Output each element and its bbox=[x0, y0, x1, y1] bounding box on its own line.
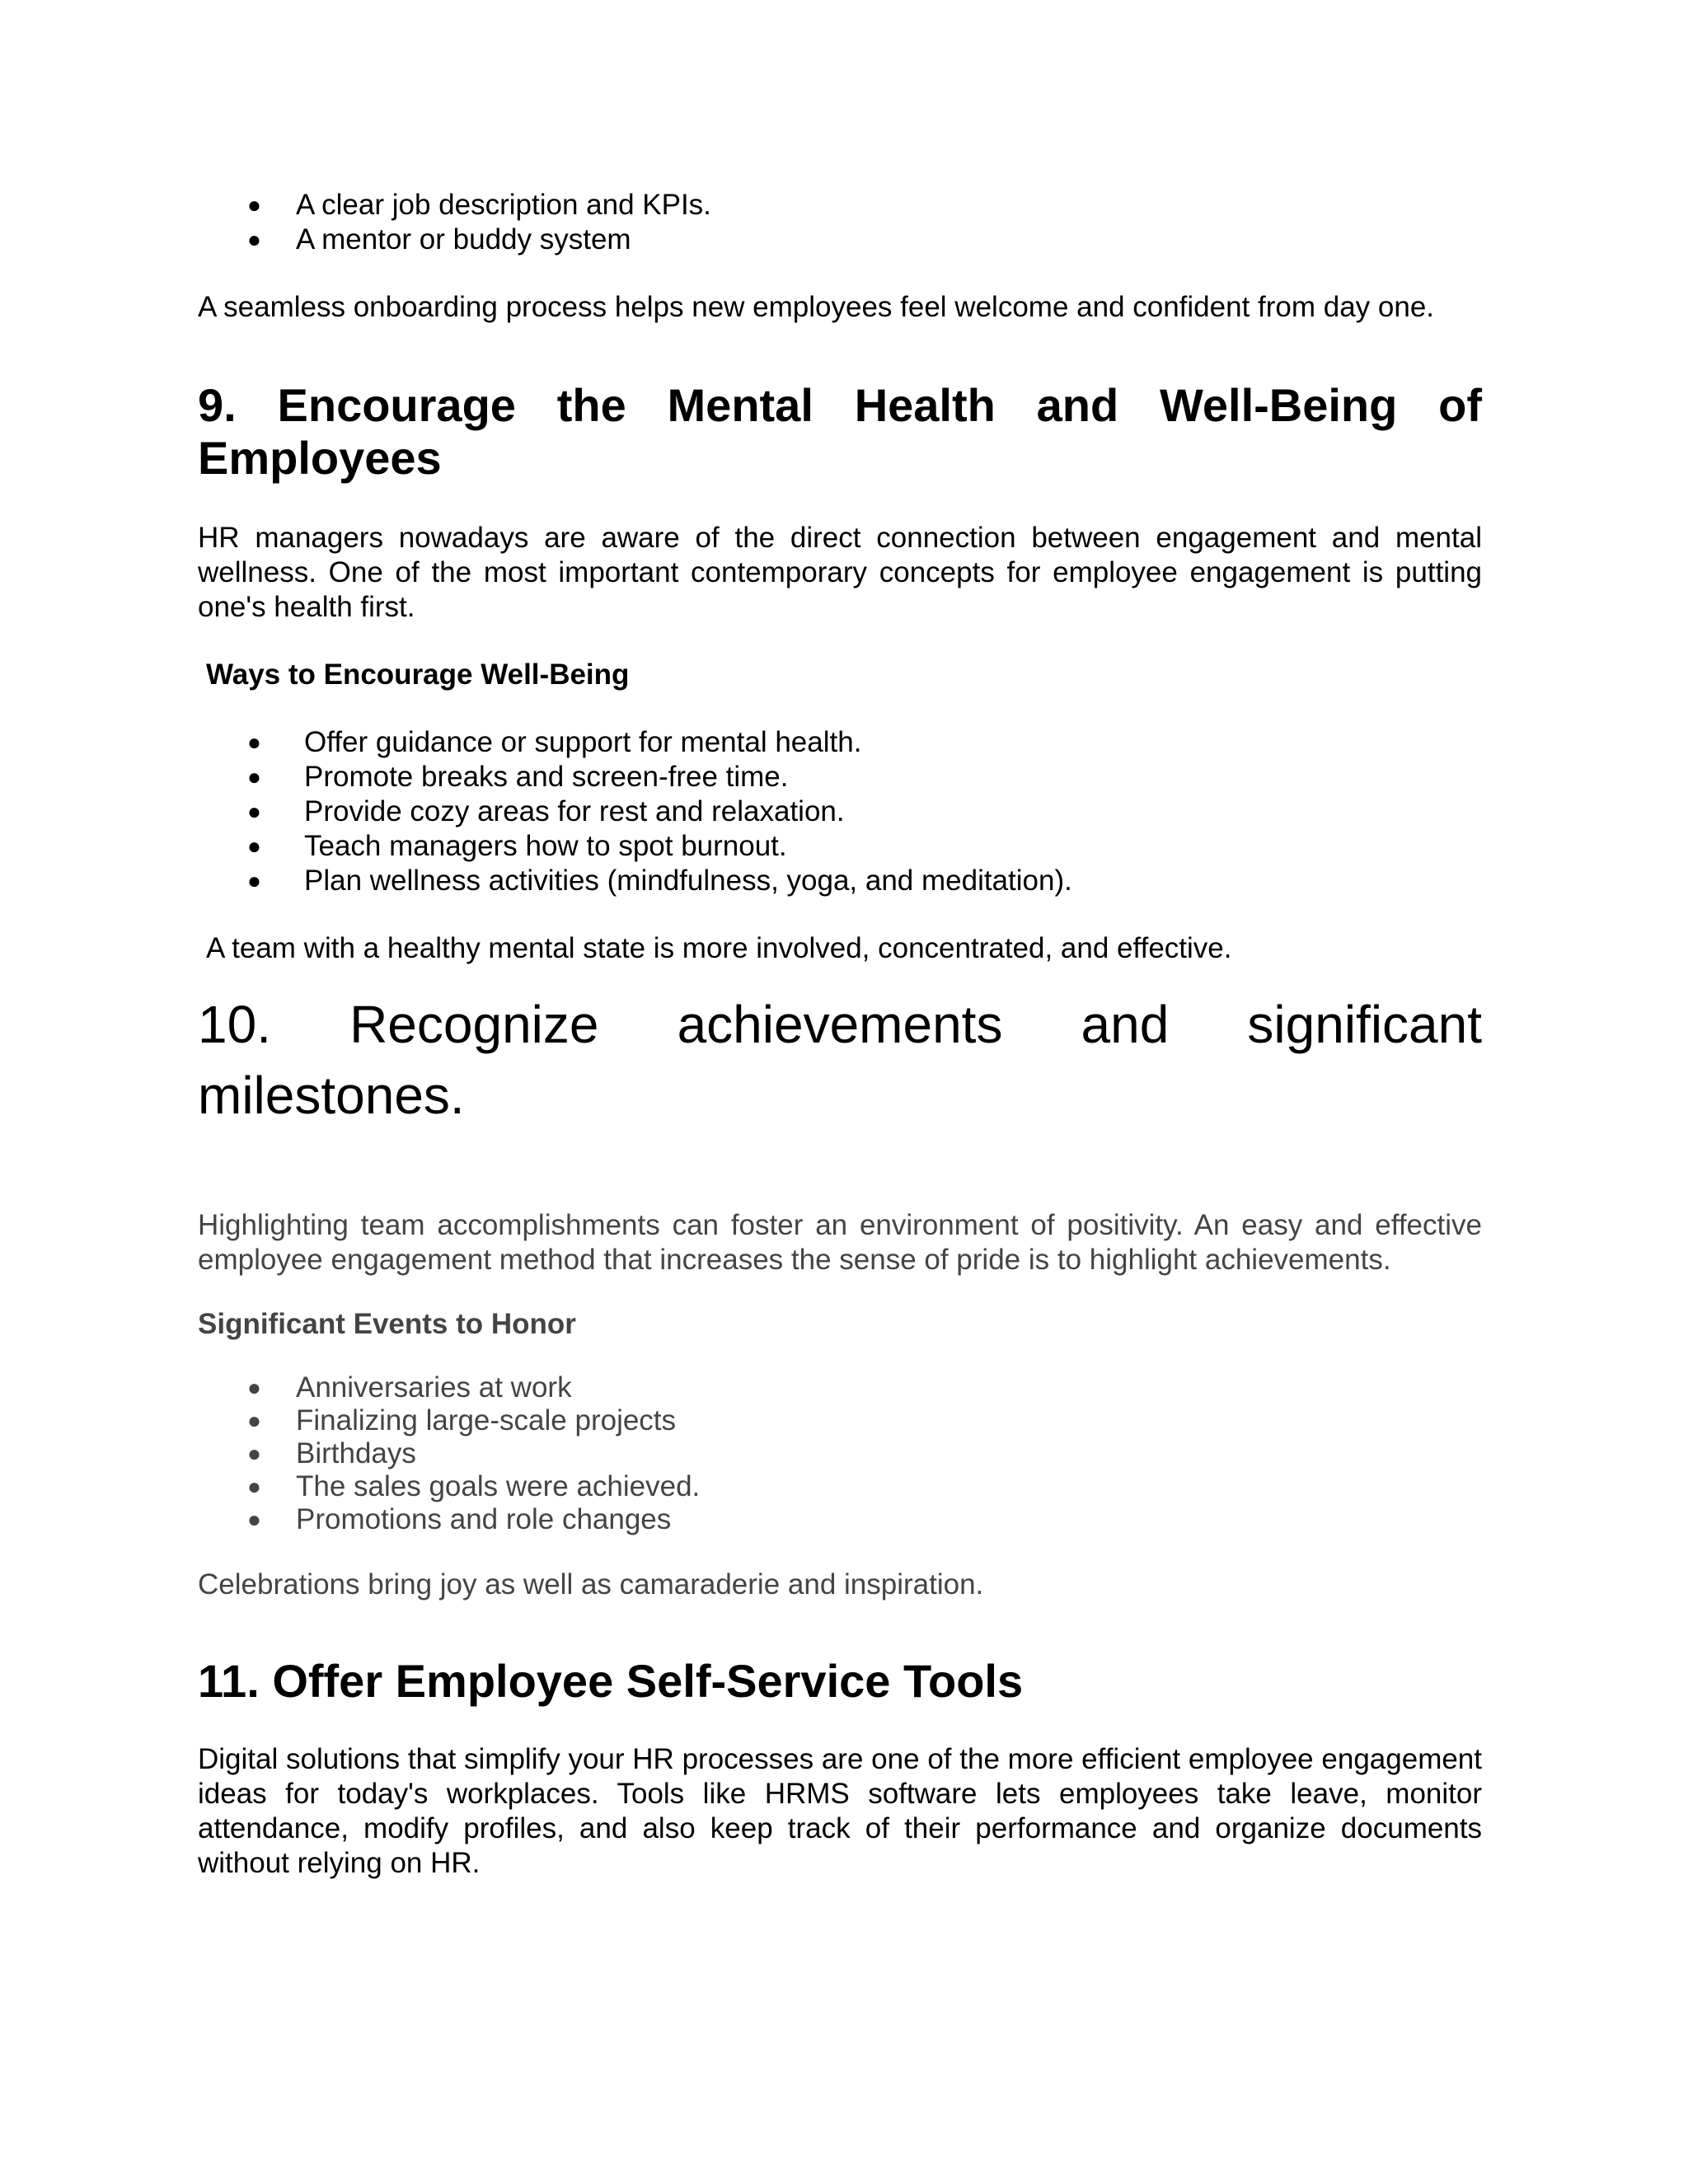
list-item bbox=[198, 1404, 1482, 1437]
section11-heading: 11. Offer Employee Self-Service Tools bbox=[198, 1655, 1024, 1707]
list-item-text: Plan wellness activities (mindfulness, yoga, and meditation). bbox=[304, 865, 1072, 897]
list-item bbox=[198, 760, 1482, 794]
list-item-text: Provide cozy areas for rest and relaxation. bbox=[304, 795, 845, 827]
section9-bullet-list bbox=[198, 725, 1482, 898]
list-item bbox=[198, 725, 1482, 760]
list-item bbox=[198, 1437, 1482, 1470]
bullet-icon: ● bbox=[247, 868, 261, 893]
list-item-text: A mentor or buddy system bbox=[296, 223, 631, 255]
section9-paragraph: HR managers nowadays are aware of the direct connection between engagement and mental wellness. One of the most important contemporary concepts for employee engagement is putting one's health first. bbox=[198, 522, 1482, 623]
list-item-text: Finalizing large-scale projects bbox=[296, 1404, 677, 1436]
section11-paragraph: Digital solutions that simplify your HR processes are one of the more efficient employee engagement ideas for today's workplaces. Tools like HRMS software lets employees take leave, monitor attendance, modify profiles, and also keep track of their performance and organize documents without relying on HR. bbox=[198, 1743, 1482, 1879]
list-item-text: Anniversaries at work bbox=[296, 1371, 572, 1404]
intro-paragraph: A seamless onboarding process helps new employees feel welcome and confident from day one. bbox=[198, 291, 1435, 323]
section10-closing: Celebrations bring joy as well as camaraderie and inspiration. bbox=[198, 1568, 984, 1601]
bullet-icon: ● bbox=[247, 1375, 261, 1400]
section9-heading: 9. Encourage the Mental Health and Well-Being of Employees bbox=[198, 379, 1482, 484]
list-item-text: Teach managers how to spot burnout. bbox=[304, 830, 787, 862]
list-item-text: Promote breaks and screen-free time. bbox=[304, 761, 789, 793]
section10-bullet-list bbox=[198, 1371, 1482, 1536]
bullet-icon: ● bbox=[247, 729, 261, 755]
list-item-text: Birthdays bbox=[296, 1437, 416, 1469]
intro-bullet-list bbox=[198, 188, 1482, 257]
bullet-icon: ● bbox=[247, 192, 261, 218]
list-item bbox=[198, 864, 1482, 898]
list-item-text: The sales goals were achieved. bbox=[296, 1470, 701, 1502]
list-item bbox=[198, 794, 1482, 829]
bullet-icon: ● bbox=[247, 1408, 261, 1433]
bullet-icon: ● bbox=[247, 833, 261, 859]
list-item bbox=[198, 1470, 1482, 1503]
bullet-icon: ● bbox=[247, 227, 261, 252]
section9-closing: A team with a healthy mental state is more involved, concentrated, and effective. bbox=[206, 932, 1232, 964]
section10-heading: 10. Recognize achievements and significant milestones. bbox=[198, 995, 1482, 1125]
document-page bbox=[198, 188, 1482, 1881]
list-item-text: A clear job description and KPIs. bbox=[296, 189, 711, 221]
section9-subheading: Ways to Encourage Well-Being bbox=[206, 658, 630, 691]
list-item bbox=[198, 829, 1482, 864]
list-item bbox=[198, 188, 1482, 223]
list-item-text: Offer guidance or support for mental health. bbox=[304, 726, 862, 758]
list-item bbox=[198, 1503, 1482, 1536]
bullet-icon: ● bbox=[247, 1507, 261, 1532]
section10-paragraph: Highlighting team accomplishments can foster an environment of positivity. An easy and effective employee engagement method that increases the sense of pride is to highlight achievements. bbox=[198, 1209, 1482, 1276]
bullet-icon: ● bbox=[247, 764, 261, 790]
bullet-icon: ● bbox=[247, 1474, 261, 1499]
bullet-icon: ● bbox=[247, 799, 261, 824]
list-item-text: Promotions and role changes bbox=[296, 1503, 672, 1535]
list-item bbox=[198, 1371, 1482, 1404]
list-item bbox=[198, 223, 1482, 257]
section10-subheading: Significant Events to Honor bbox=[198, 1308, 576, 1340]
bullet-icon: ● bbox=[247, 1441, 261, 1466]
